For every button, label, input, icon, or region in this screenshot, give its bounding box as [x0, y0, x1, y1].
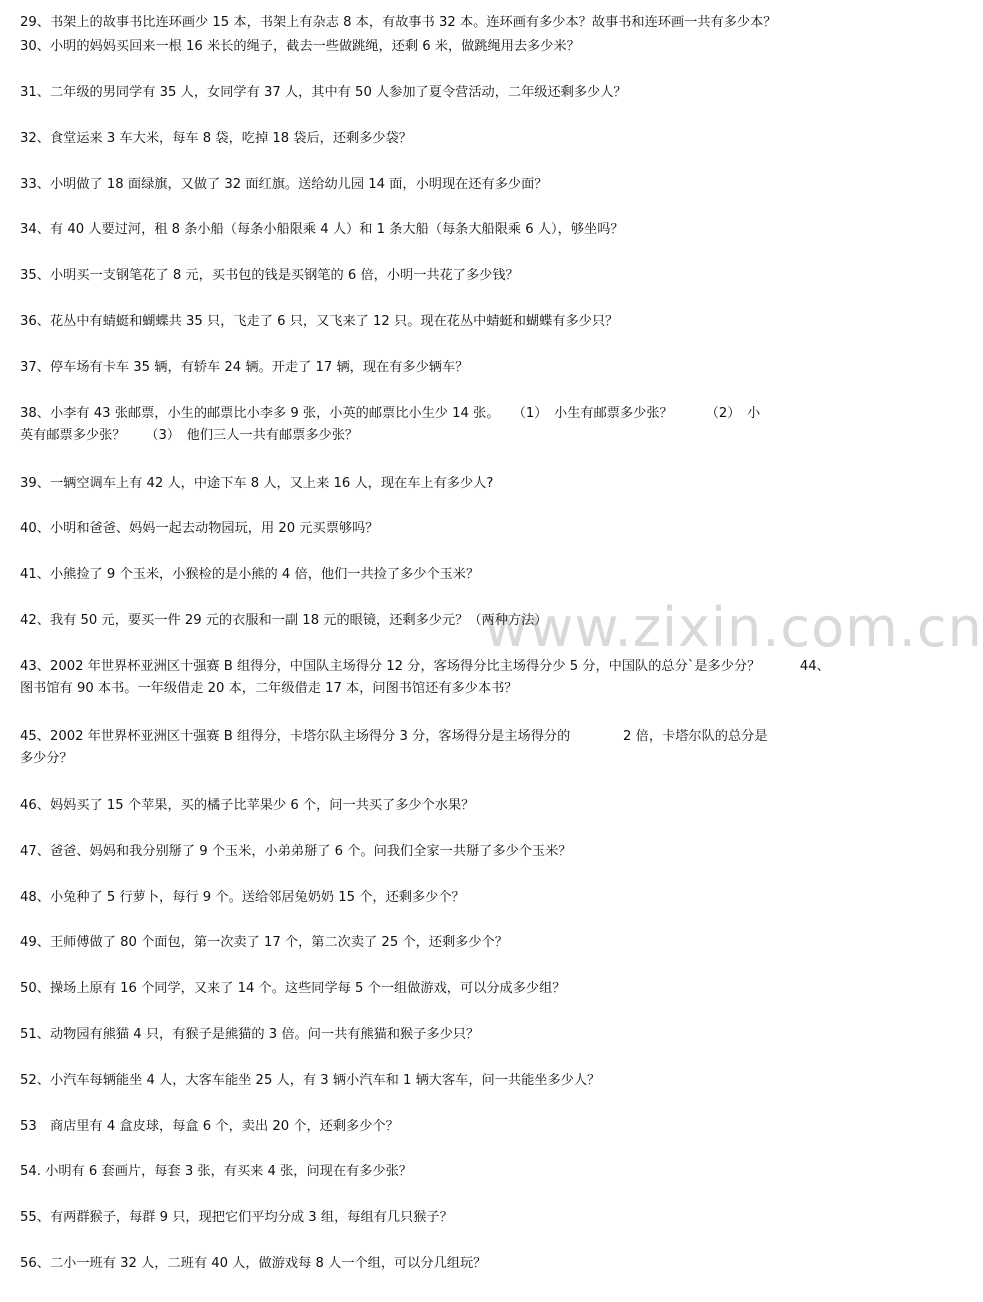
question-line: 53 商店里有 4 盒皮球，每盒 6 个，卖出 20 个，还剩多少个？: [20, 1119, 399, 1134]
question-53: [20, 1116, 910, 1138]
question-43-44: [20, 656, 910, 700]
question-line: 41、小熊捡了 9 个玉米，小猴检的是小熊的 4 倍，他们一共捡了多少个玉米？: [20, 567, 480, 582]
question-49: [20, 932, 910, 954]
question-52: [20, 1070, 910, 1092]
question-51: [20, 1024, 910, 1046]
question-line-2: 英有邮票多少张？ （3） 他们三人一共有邮票多少张？: [20, 428, 359, 443]
question-32: [20, 128, 910, 150]
question-line: 48、小兔种了 5 行萝卜，每行 9 个。送给邻居兔奶奶 15 个，还剩多少个？: [20, 890, 465, 905]
question-37: [20, 357, 910, 379]
question-line: 39、一辆空调车上有 42 人，中途下车 8 人，又上来 16 人，现在车上有多少人?: [20, 476, 494, 491]
question-line-2: 多少分？: [20, 751, 73, 766]
question-34: [20, 219, 910, 241]
question-line: 42、我有 50 元，要买一件 29 元的衣服和一副 18 元的眼镜，还剩多少元？（两种方法）: [20, 613, 548, 628]
question-45: [20, 726, 910, 770]
question-line: 35、小明买一支钢笔花了 8 元，买书包的钱是买钢笔的 6 倍，小明一共花了多少钱？: [20, 268, 519, 283]
question-31: [20, 82, 910, 104]
question-line: 33、小明做了 18 面绿旗，又做了 32 面红旗。送给幼儿园 14 面，小明现在还有多少面？: [20, 177, 548, 192]
question-line: 34、有 40 人要过河，租 8 条小船（每条小船限乘 4 人）和 1 条大船（每条大船限乘 6 人），够坐吗？: [20, 222, 624, 237]
question-line: 32、食堂运来 3 车大米，每车 8 袋，吃掉 18 袋后，还剩多少袋？: [20, 131, 412, 146]
question-line-2: 图书馆有 90 本书。一年级借走 20 本，二年级借走 17 本，问图书馆还有多少本书？: [20, 681, 518, 696]
question-38: [20, 403, 910, 447]
question-40: [20, 518, 910, 540]
question-line: 49、王师傅做了 80 个面包，第一次卖了 17 个，第二次卖了 25 个，还剩多少个？: [20, 935, 508, 950]
question-line: 37、停车场有卡车 35 辆，有轿车 24 辆。开走了 17 辆，现在有多少辆车？: [20, 360, 469, 375]
question-39: [20, 473, 910, 495]
question-line: 29、书架上的故事书比连环画少 15 本，书架上有杂志 8 本，有故事书 32 本。连环画有多少本？故事书和连环画一共有多少本？: [20, 15, 777, 30]
question-line: 30、小明的妈妈买回来一根 16 米长的绳子，截去一些做跳绳，还剩 6 米，做跳绳用去多少米？: [20, 39, 580, 54]
question-56: [20, 1253, 910, 1275]
question-47: [20, 841, 910, 863]
question-line: 54. 小明有 6 套画片，每套 3 张，有买来 4 张，问现在有多少张？: [20, 1164, 412, 1179]
question-line: 40、小明和爸爸、妈妈一起去动物园玩，用 20 元买票够吗？: [20, 521, 379, 536]
question-line: 36、花丛中有蜻蜓和蝴蝶共 35 只，飞走了 6 只，又飞来了 12 只。现在花丛中蜻蜓和蝴蝶有多少只？: [20, 314, 619, 329]
question-line: 55、有两群猴子，每群 9 只，现把它们平均分成 3 组，每组有几只猴子？: [20, 1210, 453, 1225]
question-46: [20, 795, 910, 817]
question-line: 47、爸爸、妈妈和我分别掰了 9 个玉米，小弟弟掰了 6 个。问我们全家一共掰了多少个玉米？: [20, 844, 572, 859]
question-36: [20, 311, 910, 333]
question-29: [20, 12, 910, 34]
question-42: [20, 610, 910, 632]
question-line: 31、二年级的男同学有 35 人，女同学有 37 人，其中有 50 人参加了夏令营活动，二年级还剩多少人？: [20, 85, 627, 100]
watermark: www.zixin.com.cn: [484, 596, 983, 659]
question-33: [20, 174, 910, 196]
question-line: 52、小汽车每辆能坐 4 人，大客车能坐 25 人，有 3 辆小汽车和 1 辆大客车，问一共能坐多少人？: [20, 1073, 601, 1088]
question-50: [20, 978, 910, 1000]
question-line: 51、动物园有熊猫 4 只，有猴子是熊猫的 3 倍。问一共有熊猫和猴子多少只？: [20, 1027, 480, 1042]
question-line: 50、操场上原有 16 个同学，又来了 14 个。这些同学每 5 个一组做游戏，可以分成多少组？: [20, 981, 566, 996]
question-line: 46、妈妈买了 15 个苹果，买的橘子比苹果少 6 个，问一共买了多少个水果？: [20, 798, 475, 813]
question-line: 45、2002 年世界杯亚洲区十强赛 B 组得分，卡塔尔队主场得分 3 分，客场得分是主场得分的 2 倍，卡塔尔队的总分是: [20, 729, 768, 744]
question-line: 38、小李有 43 张邮票，小生的邮票比小李多 9 张，小英的邮票比小生少 14 张。 （1） 小生有邮票多少张？ （2） 小: [20, 406, 761, 421]
question-line: 43、2002 年世界杯亚洲区十强赛 B 组得分，中国队主场得分 12 分，客场得分比主场得分少 5 分，中国队的总分`是多少分？ 44、: [20, 659, 830, 674]
question-line: 56、二小一班有 32 人，二班有 40 人，做游戏每 8 人一个组，可以分几组玩？: [20, 1256, 487, 1271]
question-30: [20, 36, 910, 58]
question-41: [20, 564, 910, 586]
question-35: [20, 265, 910, 287]
question-54: [20, 1161, 910, 1183]
question-55: [20, 1207, 910, 1229]
question-48: [20, 887, 910, 909]
